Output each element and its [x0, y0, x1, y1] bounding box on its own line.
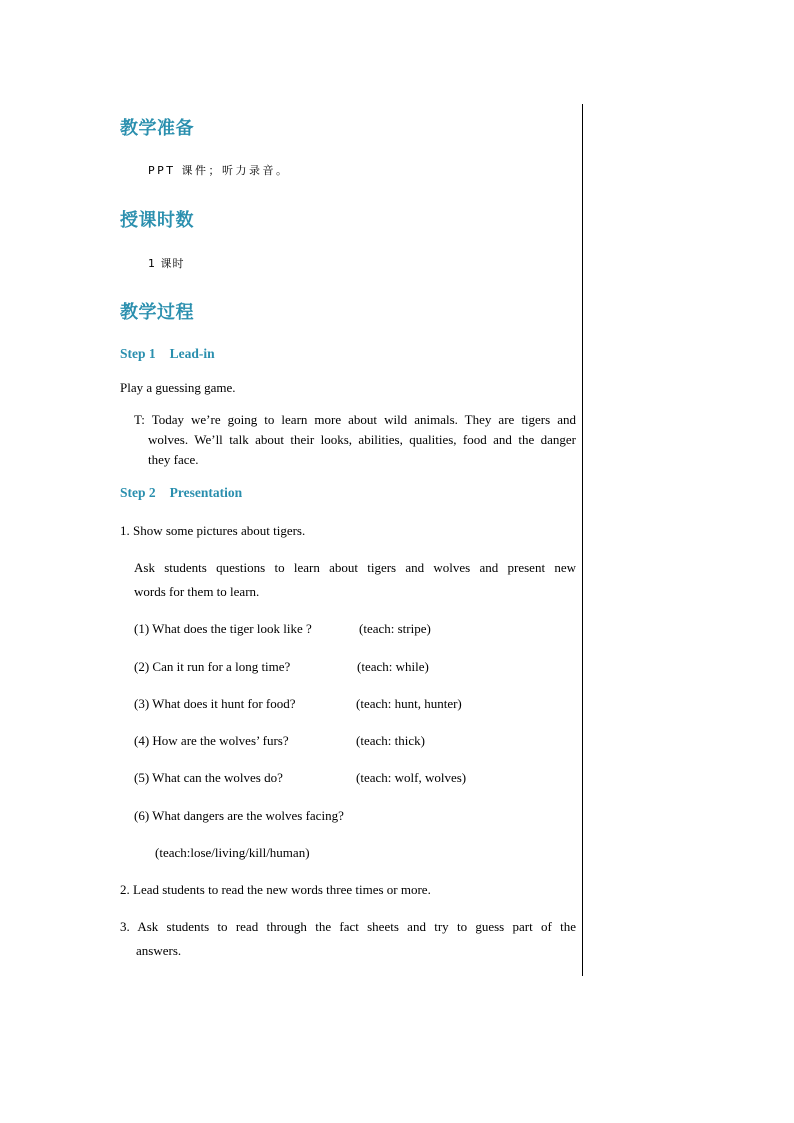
hours-body: 1 课时: [148, 257, 185, 270]
question-3: (3) What does it hunt for food?: [134, 696, 296, 711]
question-2-teach: (teach: while): [357, 659, 429, 674]
question-2: (2) Can it run for a long time?: [134, 659, 291, 674]
question-5: (5) What can the wolves do?: [134, 770, 283, 785]
step2-heading: [120, 485, 242, 501]
question-1: (1) What does the tiger look like ?: [134, 621, 312, 636]
step1-title: Lead-in: [169, 346, 215, 361]
step1-intro: Play a guessing game.: [120, 380, 236, 395]
step1-heading: [120, 346, 215, 362]
question-6: (6) What dangers are the wolves facing?: [134, 808, 344, 823]
step2-item-3-line-1: 3. Ask students to read through the fact sheets and try to guess part of the: [120, 919, 576, 934]
step2-item-2: 2. Lead students to read the new words three times or more.: [120, 882, 431, 897]
ask-line-2: words for them to learn.: [134, 584, 260, 599]
question-4: (4) How are the wolves’ furs?: [134, 733, 289, 748]
step1-label: Step 1: [120, 346, 156, 361]
heading-teaching-prep: 教学准备: [120, 118, 194, 139]
question-3-teach: (teach: hunt, hunter): [356, 696, 462, 711]
column-divider: [582, 104, 583, 976]
teacher-line-1: T: Today we’re going to learn more about wild animals. They are tigers and: [134, 412, 576, 427]
heading-teaching-process: 教学过程: [120, 302, 194, 323]
question-6-teach: (teach:lose/living/kill/human): [155, 845, 310, 860]
heading-class-hours: 授课时数: [120, 210, 194, 231]
question-5-teach: (teach: wolf, wolves): [356, 770, 467, 785]
step2-title: Presentation: [169, 485, 243, 500]
step2-item-3-line-2: answers.: [136, 943, 182, 958]
question-1-teach: (teach: stripe): [359, 621, 431, 636]
prep-body: PPT 课件；听力录音。: [148, 164, 290, 177]
question-4-teach: (teach: thick): [356, 733, 425, 748]
ask-line-1: Ask students questions to learn about tigers and wolves and present new: [134, 560, 576, 575]
teacher-line-3: they face.: [148, 452, 199, 467]
step2-item-1: 1. Show some pictures about tigers.: [120, 523, 306, 538]
step2-label: Step 2: [120, 485, 156, 500]
teacher-line-2: wolves. We’ll talk about their looks, abilities, qualities, food and the danger: [148, 432, 576, 447]
